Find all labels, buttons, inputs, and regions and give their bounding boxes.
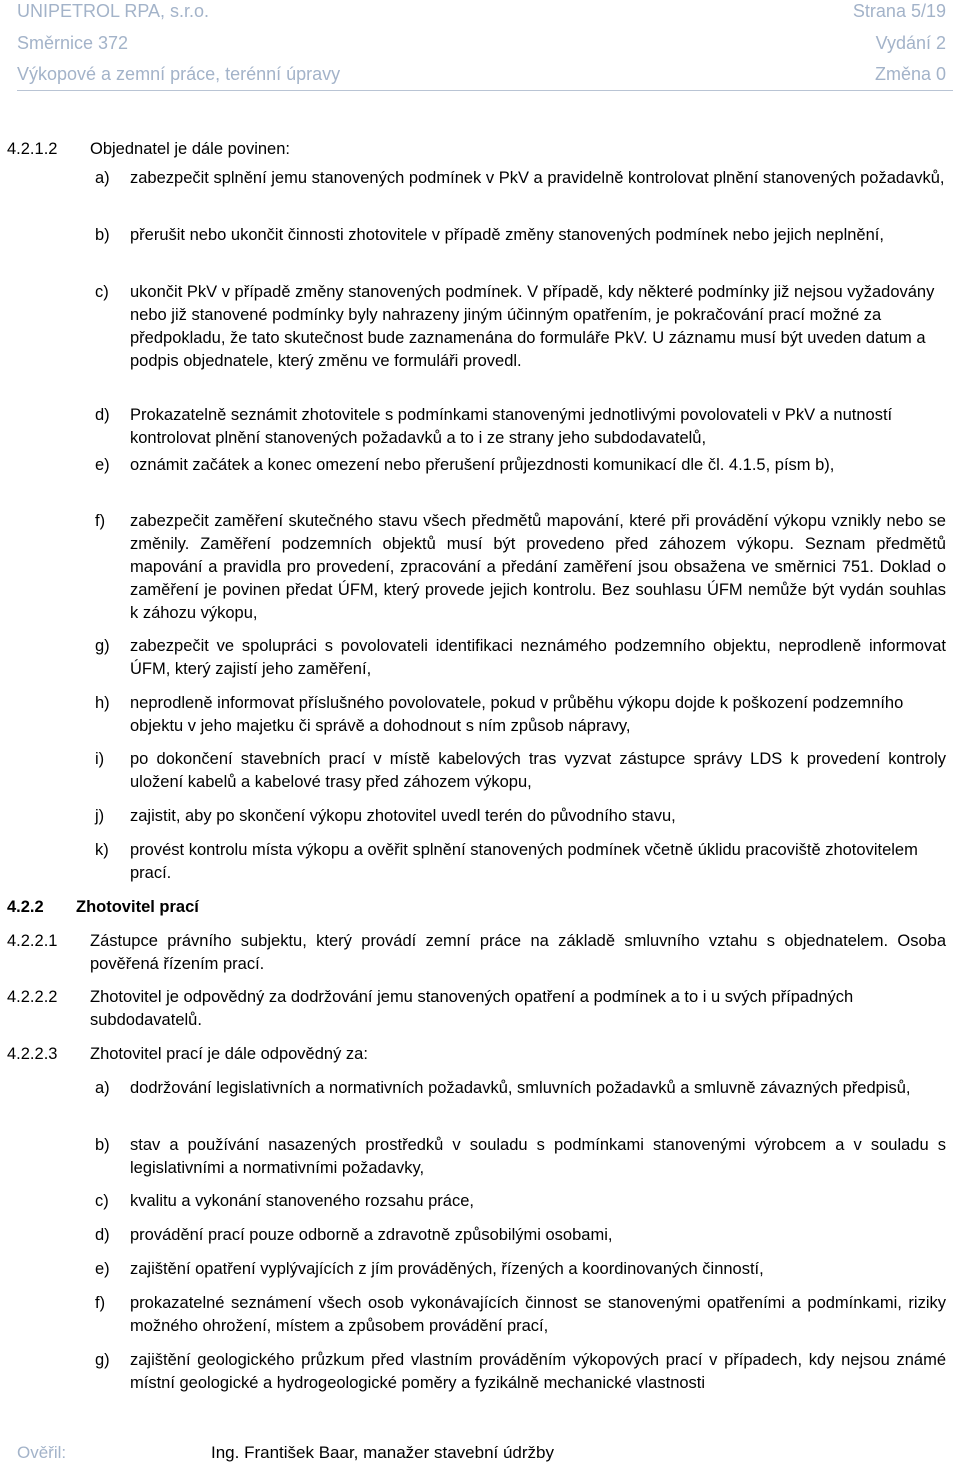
list-letter: c) (95, 1192, 109, 1210)
list-text: kvalitu a vykonání stanoveného rozsahu práce, (130, 1192, 474, 1210)
list-text: po dokončení stavebních prací v místě kabelových tras vyzvat zástupce správy LDS k provedení kontroly uložení kabelů a kabelové trasy před záhozem výkopu, (130, 750, 946, 791)
list-text: zabezpečit ve spolupráci s povolovateli identifikaci neznámého podzemního objektu, neprodleně informovat ÚFM, který zajistí jeho zaměření, (130, 637, 946, 678)
list-letter: c) (95, 283, 109, 301)
list-text: ukončit PkV v případě změny stanovených podmínek. V případě, kdy některé podmínky již nejsou vyžadovány nebo již stanovené podmínky byly nahrazeny jiným účinným opatřením, je pokračování prací možné za předpokladu, že tato skutečnost bude zaznamenána do formuláře PkV. U záznamu musí být uveden datum a podpis objednatele, který změnu ve formuláři provedl. (130, 283, 935, 370)
list-letter: e) (95, 1260, 110, 1278)
section-number-4212: 4.2.1.2 (7, 140, 58, 158)
list-item-b (95, 1134, 946, 1180)
list-text: zabezpečit splnění jemu stanovených podmínek v PkV a pravidelně kontrolovat plnění stanovených požadavků, (130, 169, 945, 187)
section-number-4221: 4.2.2.1 (7, 932, 58, 950)
list-text: oznámit začátek a konec omezení nebo přerušení průjezdnosti komunikací dle čl. 4.1.5, písm b), (130, 456, 835, 474)
list-text: přerušit nebo ukončit činnosti zhotovitele v případě změny stanovených podmínek nebo jejich neplnění, (130, 226, 884, 244)
list-letter: d) (95, 406, 110, 424)
section-text-4221: Zástupce právního subjektu, který provádí zemní práce na základě smluvního vztahu s objednatelem. Osoba pověřená řízením prací. (90, 932, 946, 973)
list-letter: f) (95, 1294, 106, 1312)
list-text: dodržování legislativních a normativních požadavků, smluvních požadavků a smluvně závazných předpisů, (130, 1079, 911, 1097)
list-item-c (95, 1190, 946, 1213)
list-text: stav a používání nasazených prostředků v souladu s podmínkami stanovenými výrobcem a v souladu s legislativními a normativními požadavky, (130, 1136, 946, 1177)
list-text: provést kontrolu místa výkopu a ověřit splnění stanovených podmínek včetně úklidu pracoviště zhotovitelem prací. (130, 841, 918, 882)
list-text: zajištění opatření vyplývajících z jím prováděných, řízených a koordinovaných činností, (130, 1260, 764, 1278)
list-item-h (95, 692, 946, 738)
list-letter: g) (95, 1351, 110, 1369)
company-name: UNIPETROL RPA, s.r.o. (17, 1, 210, 21)
list-letter: h) (95, 694, 110, 712)
list-item-a (95, 167, 946, 190)
list-text: Prokazatelně seznámit zhotovitele s podmínkami stanovenými jednotlivými povolovateli v PkV a nutností kontrolovat plnění stanovených požadavků a to i ze strany jeho subdodavatelů, (130, 406, 893, 447)
list-item-a (95, 1077, 946, 1100)
footer-label: Ověřil: (17, 1443, 67, 1462)
edition-number: Vydání 2 (875, 33, 946, 53)
list-letter: f) (95, 512, 106, 530)
section-text-4212: Objednatel je dále povinen: (90, 140, 290, 158)
list-letter: i) (95, 750, 105, 768)
list-letter: j) (95, 807, 105, 825)
list-item-f (95, 510, 946, 625)
list-text: prokazatelné seznámení všech osob vykonávajících činnost se stanovenými opatřeními a podmínkami, riziky možného ohrožení, místem a způsobem provádění prací, (130, 1294, 946, 1335)
list-text: neprodleně informovat příslušného povolovatele, pokud v průběhu výkopu dojde k poškození podzemního objektu v jeho majetku či správě a dohodnout s ním způsob nápravy, (130, 694, 904, 735)
section-title-422: Zhotovitel prací (76, 898, 199, 916)
list-letter: b) (95, 226, 110, 244)
list-item-b (95, 224, 946, 247)
list-item-i (95, 748, 946, 794)
list-item-j (95, 805, 946, 828)
footer-approver: Ing. František Baar, manažer stavební údržby (211, 1443, 555, 1462)
list-letter: g) (95, 637, 110, 655)
list-letter: d) (95, 1226, 110, 1244)
list-item-e (95, 1258, 946, 1281)
list-item-e (95, 454, 946, 477)
document-subject: Výkopové a zemní práce, terénní úpravy (17, 64, 341, 84)
list-letter: a) (95, 169, 110, 187)
list-letter: k) (95, 841, 109, 859)
list-item-g (95, 1349, 946, 1395)
list-letter: b) (95, 1136, 110, 1154)
page-number: Strana 5/19 (852, 1, 946, 21)
list-item-g (95, 635, 946, 681)
section-number-4223: 4.2.2.3 (7, 1045, 58, 1063)
change-number: Změna 0 (874, 64, 946, 84)
list-text: provádění prací pouze odborně a zdravotně způsobilými osobami, (130, 1226, 613, 1244)
list-item-d (95, 1224, 946, 1247)
list-item-f (95, 1292, 946, 1338)
list-text: zabezpečit zaměření skutečného stavu všech předmětů mapování, které při provádění výkopu vznikly nebo se změnily. Zaměření podzemních objektů musí být provedeno před záhozem výkopu. Seznam předmětů mapování a pravidla pro provedení, zpracování a předání zaměření jsou obsažena ve směrnici 751. Doklad o zaměření je povinen předat ÚFM, který provede jejich kontrolu. Bez souhlasu ÚFM nemůže být vydán souhlas k záhozu výkopu, (130, 512, 946, 622)
section-text-4223: Zhotovitel prací je dále odpovědný za: (90, 1045, 368, 1063)
section-number-422: 4.2.2 (7, 898, 44, 916)
list-letter: e) (95, 456, 110, 474)
directive-number: Směrnice 372 (17, 33, 129, 53)
list-item-c (95, 281, 946, 373)
list-text: zajištění geologického průzkum před vlastním prováděním výkopových prací v případech, kdy nejsou známé místní geologické a hydrogeologické poměry a fyzikálně mechanické vlastnosti (130, 1351, 946, 1392)
list-item-k (95, 839, 946, 885)
list-text: zajistit, aby po skončení výkopu zhotovitel uvedl terén do původního stavu, (130, 807, 676, 825)
list-item-d (95, 404, 946, 450)
section-text-4222: Zhotovitel je odpovědný za dodržování jemu stanovených opatření a podmínek a to i u svých případných subdodavatelů. (90, 988, 854, 1029)
list-letter: a) (95, 1079, 110, 1097)
section-number-4222: 4.2.2.2 (7, 988, 58, 1006)
header-divider (17, 90, 953, 91)
